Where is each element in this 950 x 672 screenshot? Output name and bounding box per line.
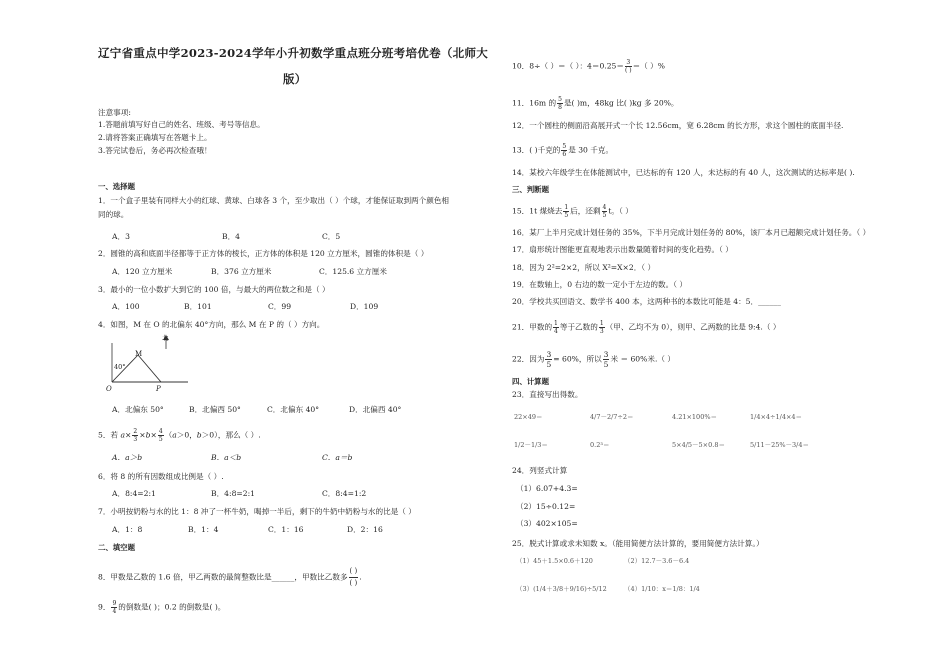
calc-item: 5/11－25%－3/4＝ (750, 441, 810, 449)
paper-title-line2: 版） (283, 72, 307, 86)
fraction: $\frac{1}{4}$ (554, 320, 558, 335)
question-2: 2．圆锥的高和底面半径都等于正方体的棱长，正方体的体积是 120 立方厘米，圆锥的体积是（ ） (98, 249, 429, 258)
section-heading: 三、判断题 (512, 185, 549, 194)
fraction: $\frac{5}{8}$ (558, 96, 562, 111)
fraction: $\frac{3}{5}$ (603, 350, 609, 369)
section-heading: 二、填空题 (98, 543, 135, 552)
expression-item: （2）12.7－3.6－6.4 (624, 557, 690, 565)
option: C．1：16 (268, 525, 304, 534)
option: B．4:8=2:1 (211, 489, 255, 498)
option: B．1：4 (188, 525, 219, 534)
expression-item: （3）(1/4＋3/8＋9/16)÷5/12 (516, 585, 607, 593)
option: A．1：8 (112, 525, 143, 534)
notice-item: 2.请将答案正确填写在答题卡上。 (98, 133, 212, 142)
option: A．120 立方厘米 (112, 267, 173, 276)
option: C．5 (322, 232, 341, 241)
answer-fraction: $\frac{( )}{( )}$ (349, 567, 358, 587)
question-23: 23．直接写出得数。 (512, 390, 583, 399)
question-9: 9． $\frac{9}{4}$ 的倒数是( )；0.2 的倒数是( )。 (98, 600, 226, 615)
calc-item: 4/7－2/7÷2＝ (590, 413, 634, 421)
option: D．109 (350, 302, 379, 311)
option: A．a＞b (112, 453, 143, 462)
option: C．8:4=1:2 (322, 489, 367, 498)
option: C．125.6 立方厘米 (319, 267, 387, 276)
vertical-calc-item: （1）6.07+4.3= (516, 484, 578, 493)
question-12: 12．一个圆柱的侧面沿高展开式一个长 12.56cm，宽 6.28cm 的长方形，求这个圆柱的底面半径. (512, 121, 844, 130)
question-5: 5．若 a× $\frac{2}{3}$ ×b× $\frac{4}{5}$ （a＞0，b＞0），那么（ ）. (98, 428, 261, 443)
fraction: $\frac{1}{3}$ (599, 320, 604, 335)
fraction: $\frac{3}{5}$ (546, 350, 552, 369)
question-16: 16．某厂上半月完成计划任务的 35%，下半月完成计划任务的 80%，该厂本月已超额完成计划任务。（ ） (512, 228, 871, 237)
expression-item: （4）1/10：x＝1/8：1/4 (624, 585, 700, 593)
question-8: 8．甲数是乙数的 1.6 倍，甲乙两数的最简整数比是______，甲数比乙数多 $\frac{( )}{( )}$ . (98, 567, 362, 587)
option: A．100 (112, 302, 140, 311)
fraction: $\frac{1}{5}$ (564, 204, 569, 219)
question-19: 19．在数轴上，0 右边的数一定小于左边的数。（ ） (512, 280, 687, 289)
point-o-label: O (106, 385, 112, 393)
option: A．3 (112, 232, 130, 241)
question-25: 25．脱式计算或求未知数 x。（能用简便方法计算的，要用简便方法计算。） (512, 539, 764, 548)
question-1-cont: 同的球。 (98, 210, 129, 219)
calc-item: 22×49＝ (514, 413, 543, 421)
fraction: $\frac{9}{4}$ (112, 600, 117, 615)
option: D．北偏西 40° (349, 405, 402, 414)
north-label: 北 (162, 334, 169, 342)
section-heading: 一、选择题 (98, 182, 135, 191)
option: A．北偏东 50° (112, 405, 164, 414)
question-14: 14．某校六年级学生在体能测试中，已达标的有 120 人，未达标的有 40 人，这次测试的达标率是( ). (512, 168, 855, 177)
paper-title-line1: 辽宁省重点中学2023-2024学年小升初数学重点班分班考培优卷（北师大 (98, 46, 489, 60)
question-18: 18．因为 2²=2×2，所以 X²=X×2．（ ） (512, 263, 656, 272)
option: B．北偏西 50° (189, 405, 241, 414)
option: C．北偏东 40° (267, 405, 320, 414)
option: D．2：16 (347, 525, 383, 534)
question-15: 15．1t 煤烧去 $\frac{1}{5}$ 后，还剩 $\frac{4}{5}$ t。（ ） (512, 204, 633, 219)
question-4: 4．如图，M 在 O 的北偏东 40°方向，那么 M 在 P 的（ ）方向。 (98, 320, 325, 329)
notice-item: 1.答题前填写好自己的姓名、班级、考号等信息。 (98, 120, 265, 129)
section-heading: 四、计算题 (512, 377, 549, 386)
fraction: $\frac{5}{6}$ (562, 143, 567, 158)
option: A．8:4=2:1 (112, 489, 156, 498)
point-m-label: M (135, 350, 143, 358)
question-20: 20．学校共买回语文、数学书 400 本，这两种书的本数比可能是 4：5．______ (512, 297, 781, 306)
question-11: 11．16m 的 $\frac{5}{8}$ 是( )m，48kg 比( )kg 多 20%。 (512, 96, 679, 111)
option: B．4 (222, 232, 241, 241)
option: B．101 (184, 302, 212, 311)
calc-item: 1/4×4÷1/4×4＝ (750, 413, 803, 421)
option: B．376 立方厘米 (211, 267, 272, 276)
option: B．a＜b (211, 453, 242, 462)
calc-item: 5×4/5－5×0.8＝ (672, 441, 725, 449)
fraction: $\frac{2}{3}$ (133, 428, 138, 443)
option: C．99 (268, 302, 292, 311)
question-17: 17．扇形统计图能更直观地表示出数量随着时间的变化趋势。（ ） (512, 245, 733, 254)
question-21: 21．甲数的 $\frac{1}{4}$ 等于乙数的 $\frac{1}{3}$ （甲、乙均不为 0），则甲、乙两数的比是 9:4.（ ） (512, 320, 781, 335)
expression-item: （1）45＋1.5×0.6＋120 (516, 557, 593, 565)
question-3: 3．最小的一位小数扩大到它的 100 倍，与最大的两位数之和是（ ） (98, 285, 330, 294)
vertical-calc-item: （2）15÷0.12= (516, 502, 576, 511)
question-22: 22．因为 $\frac{3}{5}$ = 60%，所以 $\frac{3}{5}$ 米 ＝ 60%米.（ ） (512, 350, 675, 369)
notice-item: 3.答完试卷后，务必再次检查哦！ (98, 146, 212, 155)
fraction: $\frac{4}{5}$ (158, 428, 163, 443)
question-13: 13．( )千克的 $\frac{5}{6}$ 是 30 千克。 (512, 143, 614, 158)
question-6: 6．将 8 的所有因数组成比例是（ ）. (98, 472, 224, 481)
question-10: 10．8÷（ ）＝（ ）：4＝0.25＝ $\frac{3}{( )}$ ＝（ ）% (512, 59, 665, 74)
question-7: 7．小明按奶粉与水的比 1：8 冲了一杯牛奶，喝掉一半后，剩下的牛奶中奶粉与水的比是（ ） (98, 507, 416, 516)
fraction: $\frac{3}{( )}$ (624, 59, 632, 74)
point-p-label: P (156, 385, 161, 393)
calc-item: 0.2³＝ (590, 441, 610, 449)
question-24: 24．列竖式计算 (512, 466, 568, 475)
angle-label: 40° (114, 363, 126, 371)
option: C．a＝b (322, 453, 353, 462)
vertical-calc-item: （3）402×105= (516, 519, 578, 528)
question-1: 1．一个盒子里装有同样大小的红球、黄球、白球各 3 个，至少取出（ ）个球，才能保证取到两个颜色相 (98, 196, 450, 205)
calc-item: 1/2－1/3＝ (514, 441, 548, 449)
notice-head: 注意事项: (98, 108, 131, 117)
fraction: $\frac{4}{5}$ (602, 204, 607, 219)
calc-item: 4.21×100%＝ (672, 413, 718, 421)
